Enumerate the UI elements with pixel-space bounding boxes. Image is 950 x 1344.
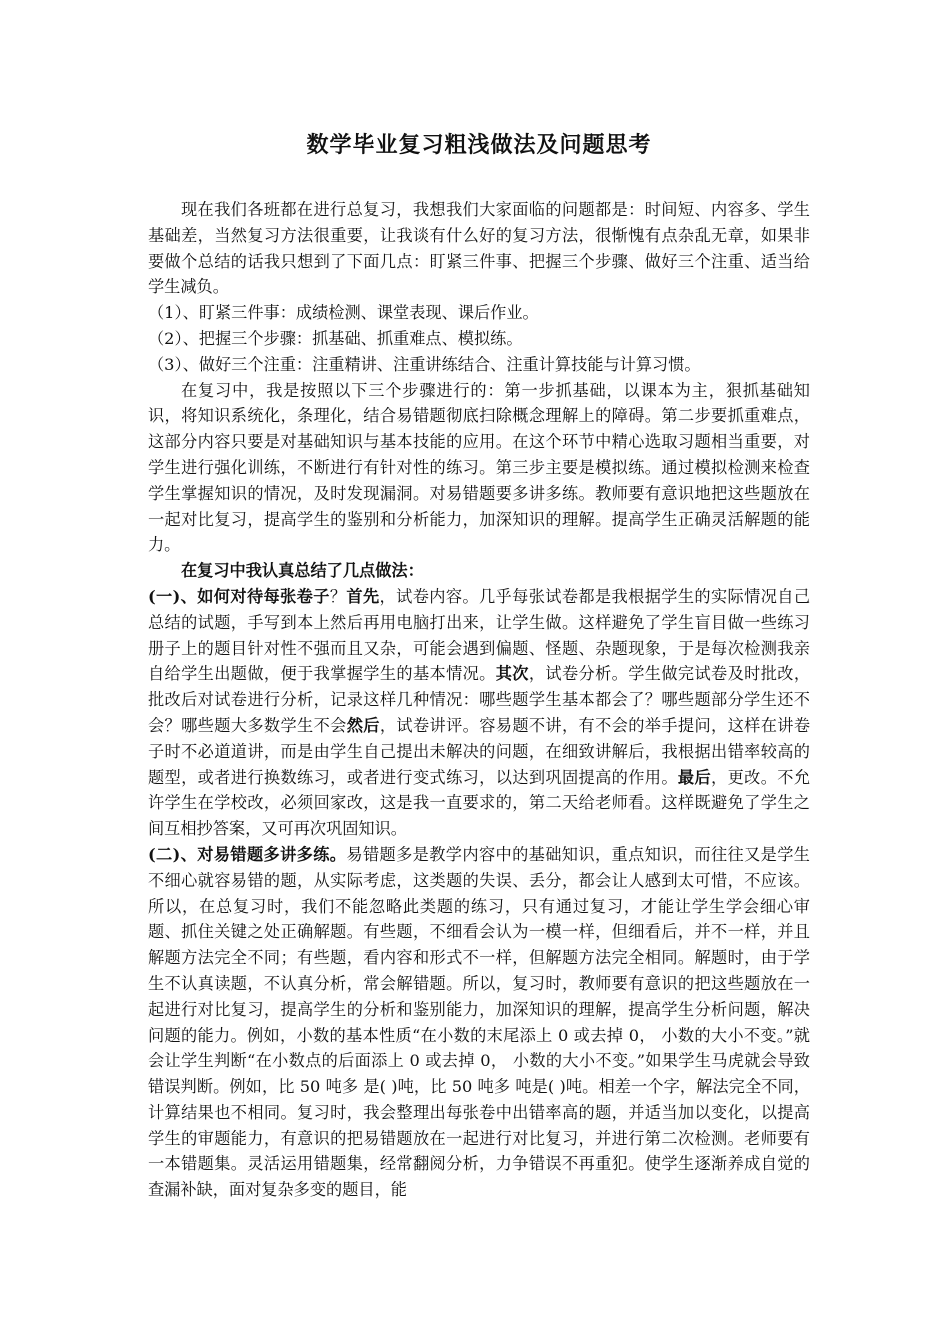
section-1-paragraph [148, 584, 810, 842]
list-item-1: （1）、盯紧三件事：成绩检测、课堂表现、课后作业。 [148, 303, 539, 323]
keyword-first: 首先 [346, 586, 380, 606]
steps-paragraph: 在复习中，我是按照以下三个步骤进行的：第一步抓基础，以课本为主，狠抓基础知识，将知识系统化，条理化，结合易错题彻底扫除概念理解上的障碍。第二步要抓重难点，这部分内容只要是对基础知识与基本技能的应用。在这个环节中精心选取习题相当重要，对学生进行强化训练，不断进行有针对性的练习。第三步主要是模拟练。通过模拟检测来检查学生掌握知识的情况，及时发现漏洞。对易错题要多讲多练。教师要有意识地把这些题放在一起对比复习，提高学生的鉴别和分析能力，加深知识的理解。提高学生正确灵活解题的能力。 [148, 380, 810, 555]
document-title: 数学毕业复习粗浅做法及问题思考 [306, 133, 652, 158]
section-2-heading: (二)、对易错题多讲多练。 [148, 844, 347, 864]
section-1-text-3: ，试卷讲评。容易题不讲，有不会的举手提问，这样在讲卷子时不必道道讲，而是由学生自己提出未解决的问题，在细致讲解后，我根据出错率较高的题型，或者进行换数练习，或者进行变式练习，以达到巩固提高的作用。 [148, 715, 811, 787]
section-1-text-2: ，试卷分析。学生做完试卷及时批改，批改后对试卷进行分析，记录这样几种情况：哪些题学生基本都会了？哪些题部分学生还不会？哪些题大多数学生不会 [148, 664, 811, 735]
section-1-heading: (一)、如何对待每张卷子 [148, 586, 330, 606]
section-1-question-mark: ？ [329, 586, 347, 606]
intro-paragraph: 现在我们各班都在进行总复习，我想我们大家面临的问题都是：时间短、内容多、学生基础差，当然复习方法很重要，让我谈有什么好的复习方法，很惭愧有点杂乱无章，如果非要做个总结的话我只想到了下面几点：盯紧三件事、把握三个步骤、做好三个注重、适当给学生减负。 [148, 200, 810, 297]
list-item-2: （2）、把握三个步骤：抓基础、抓重难点、模拟练。 [148, 328, 523, 348]
summary-heading: 在复习中我认真总结了几点做法： [181, 561, 424, 581]
list-item-3: （3）、做好三个注重：注重精讲、注重讲练结合、注重计算技能与计算习惯。 [148, 354, 701, 374]
section-1-text-1: ，试卷内容。几乎每张试卷都是我根据学生的实际情况自己总结的试题，手写到本上然后再用电脑打出来，让学生做。这样避免了学生盲目做一些练习册子上的题目针对性不强而且又杂，可能会遇到偏题、怪题、杂题现象，于是每次检测我亲自给学生出题做，便于我掌握学生的基本情况。 [148, 586, 811, 684]
keyword-last: 最后 [677, 767, 712, 787]
section-2-text: 易错题多是教学内容中的基础知识，重点知识，而往往又是学生不细心就容易错的题，从实际考虑，这类题的失误、丢分，都会让人感到太可惜，不应该。所以，在总复习时，我们不能忽略此类题的练习，只有通过复习，才能让学生学会细心审题、抓住关键之处正确解题。有些题，不细看会认为一模一样，但细看后，并不一样，并且解题方法完全不同；有些题，看内容和形式不一样，但解题方法完全相同。解题时，由于学生不认真读题，不认真分析，常会解错题。所以，复习时，教师要有意识的把这些题放在一起进行对比复习，提高学生的分析和鉴别能力，加深知识的理解，提高学生分析问题，解决问题的能力。例如，小数的基本性质“在小数的末尾添上 0 或去掉 0， 小数的大小不变。”就会让学生判断“在小数点的后面添上 0 或去掉 0， 小数的大小不变。”如果学生马虎就会导致错误判断。例如，比 50 吨多 是( )吨，比 50 吨多 吨是( )吨。相差一个字，解法完全不同，计算结果也不相同。复习时，我会整理出每张卷中出错率高的题，并适当加以变化，以提高学生的审题能力，有意识的把易错题放在一起进行对比复习，并进行第二次检测。老师要有一本错题集。灵活运用错题集，经常翻阅分析，力争错误不再重犯。使学生逐渐养成自觉的查漏补缺，面对复杂多变的题目，能 [148, 844, 810, 1200]
keyword-then: 然后 [346, 715, 380, 735]
section-1-text-4: ，更改。不允许学生在学校改，必须回家改，这是我一直要求的，第二天给老师看。这样既避免了学生之间互相抄答案，又可再次巩固知识。 [148, 767, 811, 839]
section-2-paragraph [148, 842, 810, 1203]
keyword-second: 其次 [495, 664, 529, 684]
document-page [148, 128, 810, 1203]
